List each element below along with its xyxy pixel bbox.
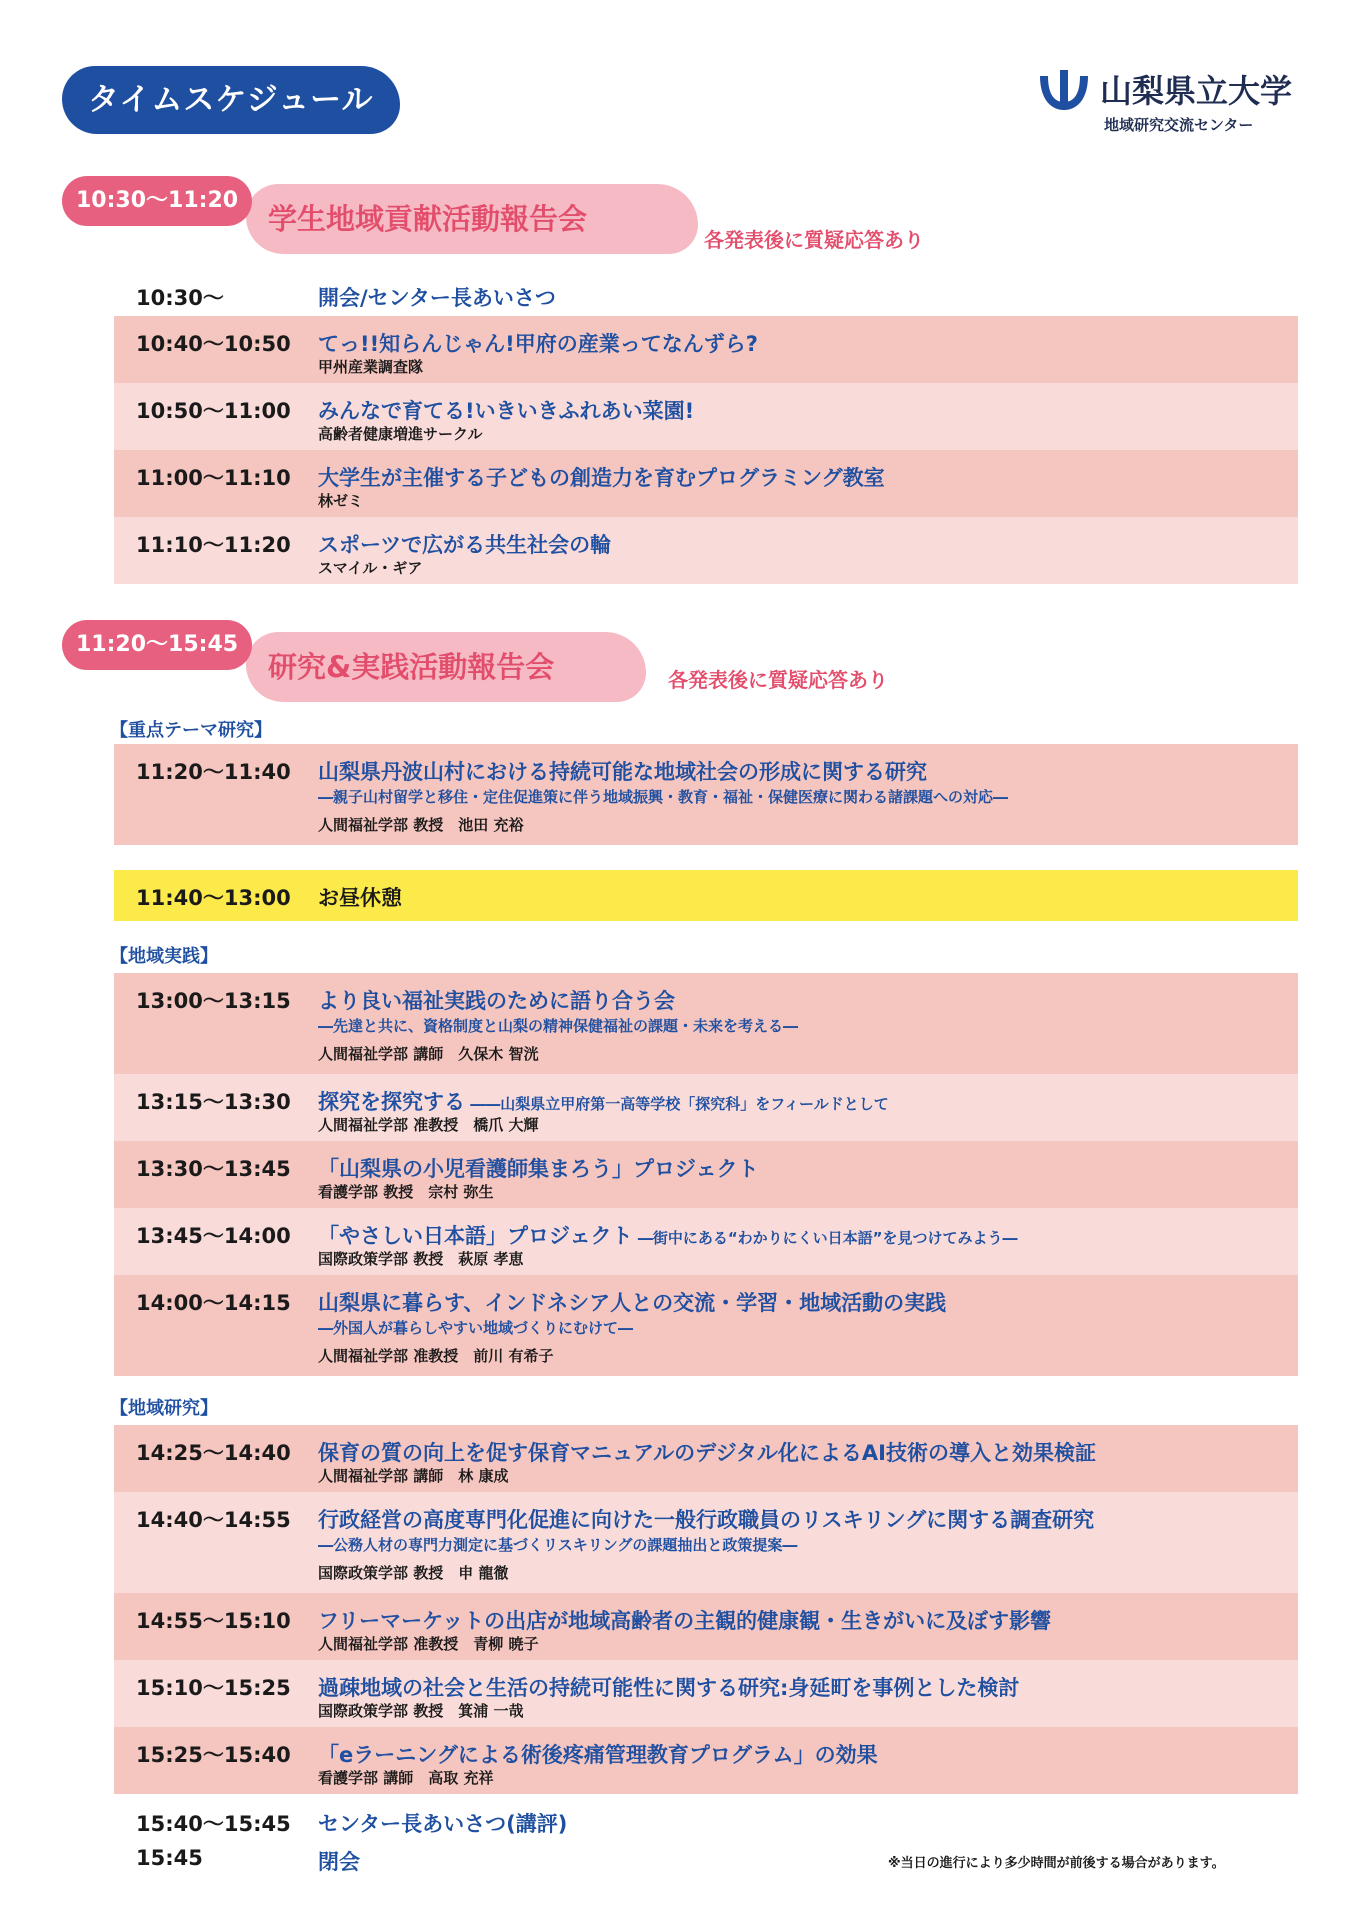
- row-time: 14:40〜14:55: [136, 1508, 291, 1532]
- schedule-row: [114, 1074, 1298, 1141]
- category-practice: 【地域実践】: [110, 946, 218, 967]
- schedule-row: [114, 1141, 1298, 1208]
- row-title-inline-sub: ――山梨県立甲府第一高等学校「探究科」をフィールドとして: [465, 1095, 889, 1113]
- row-time: 14:25〜14:40: [136, 1441, 291, 1465]
- closing-time: 15:45: [136, 1846, 203, 1870]
- row-presenter: 甲州産業調査隊: [318, 358, 424, 376]
- row-title: 「山梨県の小児看護師集まろう」プロジェクト: [318, 1157, 759, 1181]
- row-presenter: 看護学部 教授 宗村 弥生: [318, 1183, 494, 1201]
- row-title: お昼休憩: [318, 886, 402, 910]
- row-presenter: スマイル・ギア: [318, 559, 423, 577]
- schedule-row: [114, 383, 1298, 450]
- closing-title: 閉会: [318, 1850, 360, 1874]
- category-research: 【地域研究】: [110, 1398, 218, 1419]
- row-title: 山梨県丹波山村における持続可能な地域社会の形成に関する研究: [318, 760, 927, 784]
- row-presenter: 国際政策学部 教授 萩原 孝恵: [318, 1250, 524, 1268]
- row-title: 山梨県に暮らす、インドネシア人との交流・学習・地域活動の実践: [318, 1291, 947, 1315]
- row-title: てっ!!知らんじゃん!甲府の産業ってなんずら?: [318, 332, 758, 356]
- row-time: 15:25〜15:40: [136, 1743, 291, 1767]
- section2-qa-note: 各発表後に質疑応答あり: [668, 668, 888, 692]
- section1-qa-note: 各発表後に質疑応答あり: [704, 228, 924, 252]
- row-time: 13:30〜13:45: [136, 1157, 291, 1181]
- opening-title: 開会/センター長あいさつ: [318, 286, 556, 310]
- row-presenter: 人間福祉学部 准教授 橋爪 大輝: [318, 1116, 539, 1134]
- closing-remarks-title: センター長あいさつ(講評): [318, 1812, 568, 1836]
- row-presenter: 人間福祉学部 教授 池田 充裕: [318, 816, 524, 834]
- university-emblem-icon: [1034, 68, 1094, 116]
- schedule-row: [114, 1660, 1298, 1727]
- row-title-main: 「やさしい日本語」プロジェクト: [318, 1224, 633, 1248]
- row-time: 10:50〜11:00: [136, 399, 291, 423]
- row-time: 13:00〜13:15: [136, 989, 291, 1013]
- row-title: スポーツで広がる共生社会の輪: [318, 533, 612, 557]
- row-time: 11:20〜11:40: [136, 760, 291, 784]
- row-presenter: 看護学部 講師 高取 充祥: [318, 1769, 494, 1787]
- row-time: 15:10〜15:25: [136, 1676, 291, 1700]
- row-time: 11:40〜13:00: [136, 886, 291, 910]
- row-presenter: 人間福祉学部 准教授 前川 有希子: [318, 1347, 554, 1365]
- row-presenter: 人間福祉学部 准教授 青柳 暁子: [318, 1635, 539, 1653]
- row-presenter: 国際政策学部 教授 申 龍徹: [318, 1564, 509, 1582]
- row-title: [318, 1086, 889, 1116]
- row-time: 13:15〜13:30: [136, 1090, 291, 1114]
- row-subtitle: ―先達と共に、資格制度と山梨の精神保健福祉の課題・未来を考える―: [318, 1017, 799, 1035]
- row-title: 「eラーニングによる術後疼痛管理教育プログラム」の効果: [318, 1743, 878, 1767]
- university-logo: [1034, 66, 1304, 138]
- row-presenter: 国際政策学部 教授 箕浦 一哉: [318, 1702, 524, 1720]
- schedule-row: [114, 1593, 1298, 1660]
- schedule-row: [114, 316, 1298, 383]
- row-title: 大学生が主催する子どもの創造力を育むプログラミング教室: [318, 466, 885, 490]
- row-time: 14:55〜15:10: [136, 1609, 291, 1633]
- row-title: フリーマーケットの出店が地域高齢者の主観的健康観・生きがいに及ぼす影響: [318, 1609, 1052, 1633]
- schedule-row: [114, 973, 1298, 1074]
- schedule-row: [114, 1492, 1298, 1593]
- row-time: 13:45〜14:00: [136, 1224, 291, 1248]
- opening-time: 10:30〜: [136, 286, 224, 310]
- schedule-row: [114, 1727, 1298, 1794]
- schedule-row: [114, 1275, 1298, 1376]
- schedule-row: [114, 517, 1298, 584]
- row-title: 保育の質の向上を促す保育マニュアルのデジタル化によるAI技術の導入と効果検証: [318, 1441, 1096, 1465]
- section1-time-range: 10:30〜11:20: [62, 176, 252, 226]
- section2-time-range: 11:20〜15:45: [62, 620, 252, 670]
- schedule-row: [114, 450, 1298, 517]
- schedule-row: [114, 1208, 1298, 1275]
- row-time: 10:40〜10:50: [136, 332, 291, 356]
- row-time: 11:10〜11:20: [136, 533, 291, 557]
- row-title-inline-sub: ―街中にある“わかりにくい日本語”を見つけてみよう―: [632, 1229, 1018, 1247]
- closing-remarks-time: 15:40〜15:45: [136, 1812, 291, 1836]
- schedule-row: [114, 1425, 1298, 1492]
- row-title: [318, 1220, 1018, 1250]
- row-title-main: 探究を探究する: [318, 1090, 465, 1114]
- lunch-row: [114, 870, 1298, 921]
- center-name: 地域研究交流センター: [1104, 116, 1254, 134]
- row-title: 過疎地域の社会と生活の持続可能性に関する研究:身延町を事例とした検討: [318, 1676, 1020, 1700]
- university-name: 山梨県立大学: [1100, 72, 1293, 110]
- row-title: 行政経営の高度専門化促進に向けた一般行政職員のリスキリングに関する調査研究: [318, 1508, 1095, 1532]
- row-presenter: 林ゼミ: [318, 492, 364, 510]
- row-presenter: 人間福祉学部 講師 林 康成: [318, 1467, 509, 1485]
- row-subtitle: ―公務人材の専門力測定に基づくリスキリングの課題抽出と政策提案―: [318, 1536, 798, 1554]
- row-presenter: 高齢者健康増進サークル: [318, 425, 483, 443]
- footnote: ※当日の進行により多少時間が前後する場合があります。: [888, 1856, 1225, 1871]
- row-subtitle: ―外国人が暮らしやすい地域づくりにむけて―: [318, 1319, 634, 1337]
- row-subtitle: ―親子山村留学と移住・定住促進策に伴う地域振興・教育・福祉・保健医療に関わる諸課題への対応―: [318, 788, 1009, 806]
- row-time: 14:00〜14:15: [136, 1291, 291, 1315]
- row-time: 11:00〜11:10: [136, 466, 291, 490]
- schedule-row: [114, 744, 1298, 845]
- row-title: みんなで育てる!いきいきふれあい菜園!: [318, 399, 695, 423]
- section1-title: 学生地域貢献活動報告会: [246, 184, 698, 254]
- schedule-title: タイムスケジュール: [62, 66, 400, 134]
- row-title: より良い福祉実践のために語り合う会: [318, 989, 675, 1013]
- section2-title: 研究&実践活動報告会: [246, 632, 646, 702]
- category-focus-theme: 【重点テーマ研究】: [110, 720, 272, 741]
- row-presenter: 人間福祉学部 講師 久保木 智洸: [318, 1045, 539, 1063]
